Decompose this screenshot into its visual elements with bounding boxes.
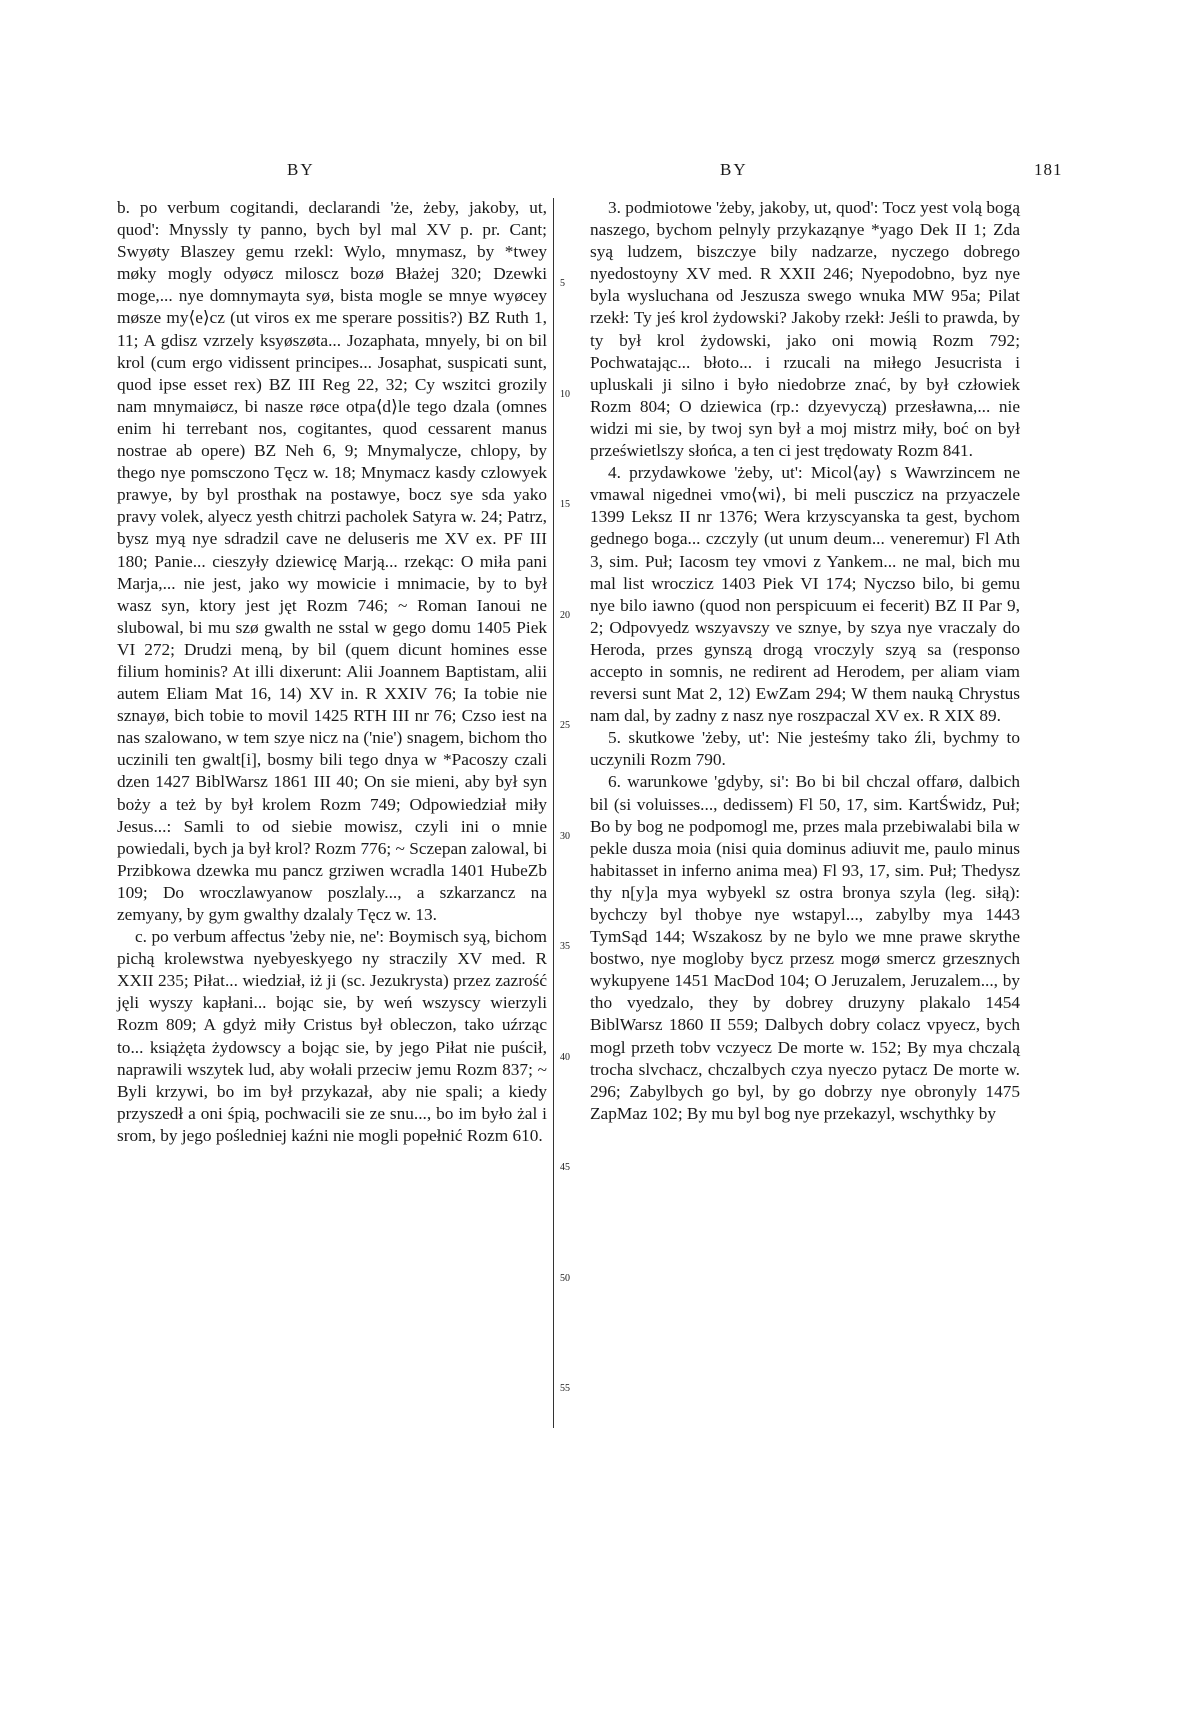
left-column xyxy=(117,197,547,1147)
line-number: 5 xyxy=(560,278,565,289)
line-number: 20 xyxy=(560,610,570,621)
running-head-right: BY xyxy=(720,160,748,179)
entry-section-b: b. po verbum cogitandi, declarandi 'że, żeby, jakoby, ut, quod': Mnyssly ty panno, bych byl mal XV p. pr. Cant; Swyøty Blaszey gemu rzekl: Wylo, mnymasz, by *twey møky mogly odyøcz miloscz bozø Błażej 320; Dzewki moge,... nye domnymayta syø, bista mogle se mnye wyøcey møsze my⟨e⟩cz (ut viros ex me sperare possitis?) BZ Ruth 1, 11; A gdisz vzrzely ksyøszøta... Jozaphata, mnyely, bi on bil krol (cum ergo vidissent principes... Josaphat, suspicati sunt, quod ipse esset rex) BZ III Reg 22, 32; Cy wszitci grozily nam mnymaiøcz, bi nasze røce otpa⟨d⟩le tego dzala (omnes enim hi terrebant nos, cogitantes, quod cessarent manus nostrae ab opere) BZ Neh 6, 9; Mnymalycze, chlopy, by thego nye pomsczono Tęcz w. 18; Mnymacz kasdy czlowyek prawye, by byl prosthak na postawye, bocz sye sda yako pravy volek, alyecz yesth chitrzi pacholek Satyra w. 24; Patrz, bysz myą nye sdradzil cave ne deluseris me XV ex. PF III 180; Panie... cieszyły dziewicę Marją... rzekąc: O miła pani Marja,... nie jest, jako wy mowicie i mnimacie, by to był wasz syn, ktory jest jęt Rozm 746; ~ Roman Ianoui ne slubowal, bi mu szø gwalth ne sstal w gego domu 1405 Piek VI 272; Drudzi meną, by bil (quem dicunt homines esse filium hominis? At illi dixerunt: Alii Joannem Baptistam, alii autem Eliam Mat 16, 14) XV in. R XXIV 76; Ia tobie nie sznayø, bich tobie to movil 1425 RTH III nr 76; Czso iest na nas szalowano, w tem szye nicz na ('nie') snagem, bichom tho uczinili ten gwalt[i], bosmy bili tego dnya w *Pacoszy czali dzen 1427 BiblWarsz 1861 III 40; On sie mieni, aby był syn boży a też by był krolem Rozm 749; Odpowiedział miły Jesus...: Samli to od siebie mowisz, czyli ini o mnie powiedali, bych ja był krol? Rozm 776; ~ Sczepan zalowal, bi Przibkowa dzewka mu pancz grziwen wcradla 1401 HubeZb 109; Do wroczlawyanow poszlaly..., a szkarzancz na zemyany, by gym gwalthy dzalaly Tęcz w. 13. xyxy=(117,198,547,924)
line-number: 50 xyxy=(560,1273,570,1284)
entry-section-c: c. po verbum affectus 'żeby nie, ne': Boymisch syą, bichom pichą krolewstwa nyebyeskyego ny straczily XV med. R XXII 235; Piłat... wiedział, iż ji (sc. Jezukrysta) przez zazrość jęli wyszy kapłani... bojąc sie, by weń wszyscy wierzyli Rozm 809; A gdyż miły Cristus był obleczon, tako uźrząc to... książęta żydowscy a bojąc sie, by jego Piłat nie puścił, naprawili wszytek lud, aby wołali przeciw jemu Rozm 837; ~ Byli krzywi, bo im był przykazał, aby nie spali; a kiedy przyszedł a oni śpią, pochwacili sie ze snu..., bo im było żal i srom, by jego pośledniej kaźni nie mogli popełnić Rozm 610. xyxy=(117,927,547,1145)
entry-section-5: 5. skutkowe 'żeby, ut': Nie jesteśmy tako źli, bychmy to uczynili Rozm 790. xyxy=(590,728,1020,770)
line-number: 30 xyxy=(560,831,570,842)
column-divider xyxy=(553,198,554,1428)
line-number: 40 xyxy=(560,1052,570,1063)
right-column xyxy=(590,197,1020,1125)
entry-section-6: 6. warunkowe 'gdyby, si': Bo bi bil chczal offarø, dalbich bil (si voluisses..., dedissem) Fl 50, 17, sim. KartŚwidz, Puł; Bo by bog ne podpomogl me, przes mala przebiwalabi bila w pekle dusza moia (nisi quia dominus adiuvit me, paulo minus habitasset in inferno anima mea) Fl 93, 17, sim. Puł; Thedysz thy n[y]a mya wybyekl sz ostra bronya szyla (leg. siłą): bychczy byl thobye nye wstapyl..., zabylby mya 1443 TymSąd 144; Wszakosz by ne bylo we mne prawe skrythe bostwo, nye mogloby bycz przesz mogø smercz grzesznych wykupyene 1451 MacDod 104; O Jeruzalem, Jeruzalem..., by tho vyedzalo, they by dobrey druzyny plakalo 1454 BiblWarsz 1860 II 559; Dalbych dobry colacz vpyecz, bych mogl przeth tobv vczyecz De morte w. 152; By mya chczalą trocha slvchacz, chczalbych czya nyeczo pytacz De morte w. 296; Zabylbych go byl, by go dobrzy nye obronyly 1475 ZapMaz 102; By mu byl bog nye przekazyl, wschythky by xyxy=(590,772,1020,1123)
entry-section-4: 4. przydawkowe 'żeby, ut': Micol⟨ay⟩ s Wawrzincem ne vmawal nigednei vmo⟨wi⟩, bi meli pusczicz na przyaczele 1399 Leksz II nr 1376; Wera krzyscyanska ta gest, bychom gednego boga... czczyly (ut unum deum... veneremur) Fl Ath 3, sim. Puł; Iacosm tey vmovi z Yankem... ne mal, bich mu mal list wroczicz 1403 Piek VI 174; Nyczso bilo, bi gemu nye bilo iawno (quod non perspicuum ei fecerit) BZ II Par 9, 2; Odpovyedz wszyavszy ve sznye, by szya nye vraczaly do Heroda, przes gynszą drogą vroczyly szyą sa (responso accepto in somnis, ne redirent ad Herodem, per aliam viam reversi sunt Mat 2, 12) EwZam 294; W them nauką Chrystus nam dal, by zadny z nasz nye roszpaczal XV ex. R XIX 89. xyxy=(590,463,1020,726)
line-number: 10 xyxy=(560,389,570,400)
running-head-left: BY xyxy=(287,160,315,179)
line-number: 55 xyxy=(560,1383,570,1394)
line-number: 15 xyxy=(560,499,570,510)
entry-section-3: 3. podmiotowe 'żeby, jakoby, ut, quod': Tocz yest volą bogą naszego, bychom pelnyly przykaząnye *yago Dek II 1; Zda syą ludzem, biszczye bily nadzarze, nyczego dobrego nyedostoyny XV med. R XXII 246; Nyepodobno, byz nye byla wysluchana od Jeszusza swego wnuka MW 95a; Pilat rzekł: Ty jeś krol żydowski? Jakoby rzekł: Jeśli to prawda, by ty był krol żydowski, jako oni mowią Rozm 792; Pochwatając... błoto... i rzucali na miłego Jesucrista i upluskali ji silno i było niedobrze znać, by był człowiek Rozm 804; O dziewica (rp.: dzyevyczą) przesławna,... nie widzi mi sie, by twoj syn był a moj mistrz miły, boć on był prześwietlszy słońca, a ten ci jest trędowaty Rozm 841. xyxy=(590,198,1020,461)
line-number: 35 xyxy=(560,941,570,952)
page-number: 181 xyxy=(1034,160,1063,179)
line-number: 25 xyxy=(560,720,570,731)
line-number: 45 xyxy=(560,1162,570,1173)
